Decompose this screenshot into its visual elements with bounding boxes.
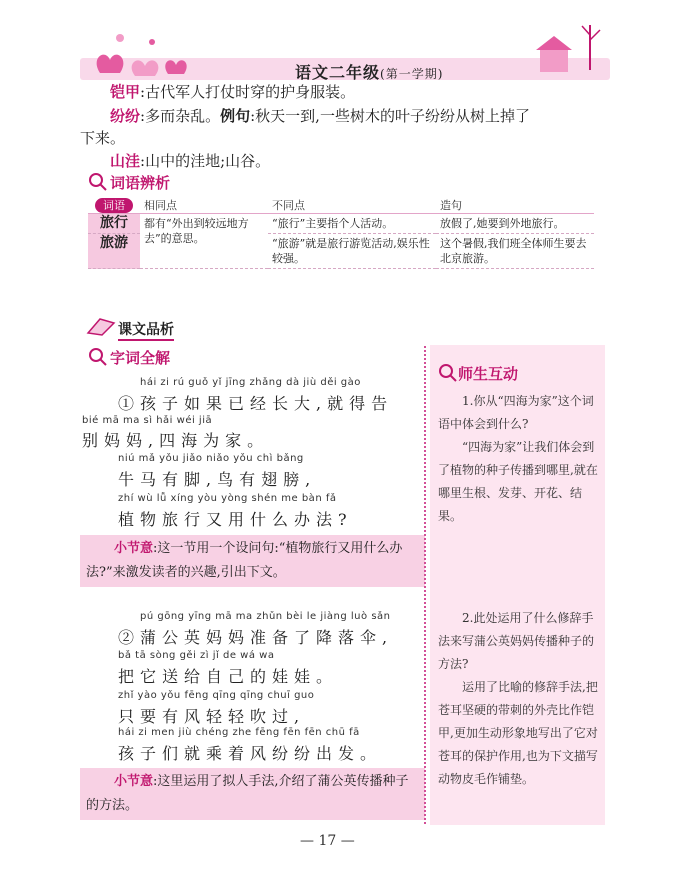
- text-line: ①孩子如果已经长大,就得告: [118, 394, 394, 413]
- pinyin-line: zhǐ yào yǒu fēng qīng qīng chuī guo: [118, 690, 315, 701]
- diff-cell: “旅游”就是旅行游览活动,娱乐性较强。: [268, 234, 436, 269]
- section-title-word-compare: 词语辨析: [110, 174, 171, 192]
- glossary-item: 铠甲:古代军人打仗时穿的护身服装。: [110, 83, 356, 101]
- sentence-cell: 这个暑假,我们班全体师生要去北京旅游。: [436, 234, 594, 269]
- heart-decoration-icon: [90, 28, 200, 80]
- same-cell: 都有“外出到较远地方去”的意思。: [140, 214, 268, 269]
- table-row: [88, 214, 594, 234]
- answer-2: 运用了比喻的修辞手法,把苍耳坚硬的带刺的外壳比作铠甲,更加生动形象地写出了它对苍耳的保护作用,也为下文描写动物皮毛作铺垫。: [438, 680, 598, 786]
- pinyin-line: zhí wù lǚ xíng yòu yòng shén me bàn fǎ: [118, 493, 337, 504]
- pinyin-line: bié mā ma sì hǎi wéi jiā: [82, 415, 213, 426]
- sentence-cell: 放假了,她要到外地旅行。: [436, 214, 594, 234]
- answer-1: “四海为家”让我们体会到了植物的种子传播到哪里,就在哪里生根、发芽、开花、结果。: [438, 440, 598, 523]
- diff-cell: “旅行”主要指个人活动。: [268, 214, 436, 234]
- header-title: 语文二年级(第一学期): [295, 63, 444, 82]
- question-1: 1.你从“四海为家”这个词语中体会到什么?: [438, 394, 594, 431]
- table-header-row: [88, 198, 594, 214]
- question-2: 2.此处运用了什么修辞手法来写蒲公英妈妈传播种子的方法?: [438, 611, 595, 671]
- house-decoration-icon: [510, 20, 610, 82]
- magnifier-icon: [88, 347, 108, 367]
- text-line: 别妈妈,四海为家。: [82, 431, 270, 450]
- header-sentence: 造句: [436, 198, 594, 214]
- pinyin-line: hái zi men jiù chéng zhe fēng fēn fēn chū fā: [118, 727, 360, 738]
- text-line: ②蒲公英妈妈准备了降落伞,: [118, 628, 394, 647]
- header-diff: 不同点: [268, 198, 436, 214]
- glossary-item-cont: 下来。: [80, 129, 126, 147]
- pinyin-line: bǎ tā sòng gěi zì jǐ de wá wa: [118, 650, 275, 661]
- sidebar-title: 师生互动: [458, 365, 519, 383]
- text-line: 把它送给自己的娃娃。: [118, 667, 339, 686]
- subsection-title: 字词全解: [110, 349, 171, 367]
- book-icon: [86, 315, 116, 337]
- page-header: [80, 20, 610, 82]
- word-cell: 旅游: [88, 234, 140, 269]
- sidebar-panel: [430, 345, 605, 825]
- text-line: 孩子们就乘着风纷纷出发。: [118, 744, 383, 763]
- header-word: 词语: [95, 198, 133, 213]
- magnifier-icon: [438, 363, 458, 383]
- word-cell: 旅行: [88, 214, 140, 234]
- text-line: 植物旅行又用什么办法?: [118, 510, 353, 529]
- word-compare-table: [88, 198, 594, 269]
- page-number: — 17 —: [300, 833, 355, 849]
- pinyin-line: pú gōng yīng mā ma zhǔn bèi le jiàng luò sǎn: [140, 611, 391, 622]
- section-label-lesson: 课文品析: [118, 319, 174, 341]
- text-line: 牛马有脚,鸟有翅膀,: [118, 470, 317, 489]
- glossary-item: 山洼:山中的洼地;山谷。: [110, 152, 271, 170]
- pinyin-line: niú mǎ yǒu jiǎo niǎo yǒu chì bǎng: [118, 453, 304, 464]
- magnifier-icon: [88, 172, 108, 192]
- glossary-item: 纷纷:多而杂乱。例句:秋天一到,一些树木的叶子纷纷从树上掉了: [110, 107, 530, 125]
- header-same: 相同点: [140, 198, 268, 214]
- text-line: 只要有风轻轻吹过,: [118, 707, 306, 726]
- sidebar-divider: [424, 346, 426, 824]
- pinyin-line: hái zi rú guǒ yǐ jīng zhǎng dà jiù děi gào: [140, 377, 361, 388]
- paragraph-note: 小节意:这里运用了拟人手法,介绍了蒲公英传播种子的方法。: [80, 768, 425, 820]
- paragraph-note: 小节意:这一节用一个设问句:“植物旅行又用什么办法?”来激发读者的兴趣,引出下文。: [80, 535, 425, 587]
